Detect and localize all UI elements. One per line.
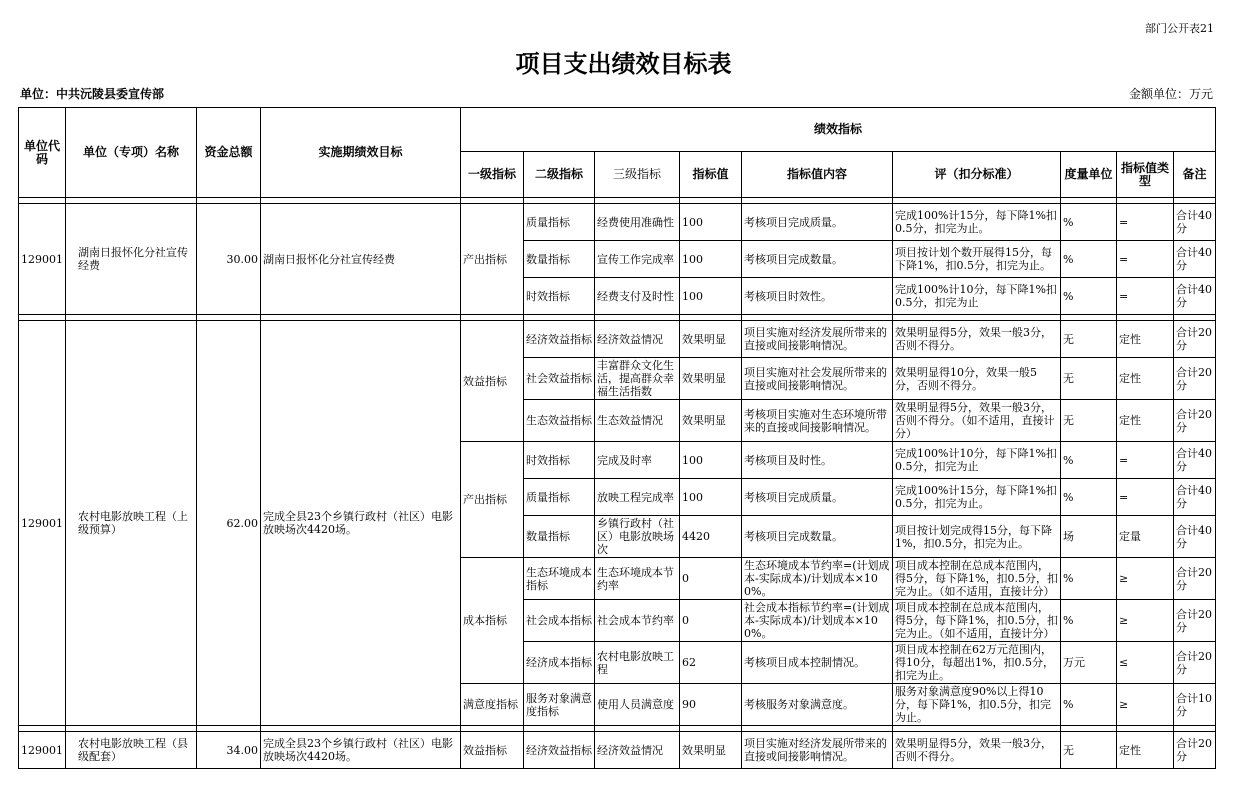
level3-indicator-cell: 放映工程完成率 bbox=[595, 479, 680, 516]
header-level3: 三级指标 bbox=[595, 152, 680, 198]
scoring-standard-cell: 效果明显得10分，效果一般5分，否则不得分。 bbox=[893, 358, 1061, 400]
measure-unit-cell: 无 bbox=[1061, 400, 1117, 442]
remark-cell: 合计40分 bbox=[1174, 241, 1216, 278]
header-value: 指标值 bbox=[680, 152, 742, 198]
level3-indicator-cell: 经费使用准确性 bbox=[595, 204, 680, 241]
table-row bbox=[19, 204, 1216, 241]
performance-table bbox=[18, 107, 1216, 769]
project-name-cell: 湖南日报怀化分社宣传经费 bbox=[66, 204, 197, 315]
level1-indicator-cell: 成本指标 bbox=[461, 558, 524, 684]
indicator-value-cell: 100 bbox=[680, 241, 742, 278]
scoring-standard-cell: 完成100%计10分，每下降1%扣0.5分，扣完为止 bbox=[893, 278, 1061, 315]
remark-cell: 合计20分 bbox=[1174, 642, 1216, 684]
indicator-value-cell: 100 bbox=[680, 278, 742, 315]
value-type-cell: = bbox=[1117, 278, 1174, 315]
project-name-cell: 农村电影放映工程（上级预算） bbox=[66, 321, 197, 726]
scoring-standard-cell: 完成100%计15分，每下降1%扣0.5分，扣完为止。 bbox=[893, 479, 1061, 516]
level2-indicator-cell: 质量指标 bbox=[524, 479, 595, 516]
level2-indicator-cell: 经济成本指标 bbox=[524, 642, 595, 684]
scoring-standard-cell: 项目成本控制在总成本范围内，得5分，每下降1%，扣0.5分，扣完为止。（如不适用，直接计分） bbox=[893, 558, 1061, 600]
indicator-value-cell: 效果明显 bbox=[680, 358, 742, 400]
indicator-content-cell: 社会成本指标节约率=(计划成本-实际成本)/计划成本×100%。 bbox=[742, 600, 893, 642]
level1-indicator-cell: 效益指标 bbox=[461, 732, 524, 769]
indicator-value-cell: 100 bbox=[680, 479, 742, 516]
level3-indicator-cell: 社会成本节约率 bbox=[595, 600, 680, 642]
indicator-value-cell: 100 bbox=[680, 204, 742, 241]
measure-unit-cell: 无 bbox=[1061, 732, 1117, 769]
remark-cell: 合计20分 bbox=[1174, 358, 1216, 400]
fund-total-cell: 30.00 bbox=[197, 204, 261, 315]
fund-total-cell: 62.00 bbox=[197, 321, 261, 726]
header-indicators: 绩效指标 bbox=[461, 108, 1216, 152]
measure-unit-cell: % bbox=[1061, 241, 1117, 278]
header-total: 资金总额 bbox=[197, 108, 261, 198]
value-type-cell: ≤ bbox=[1117, 642, 1174, 684]
indicator-content-cell: 考核项目完成数量。 bbox=[742, 241, 893, 278]
level3-indicator-cell: 经济效益情况 bbox=[595, 321, 680, 358]
value-type-cell: = bbox=[1117, 442, 1174, 479]
indicator-content-cell: 项目实施对经济发展所带来的直接或间接影响情况。 bbox=[742, 321, 893, 358]
level2-indicator-cell: 数量指标 bbox=[524, 241, 595, 278]
remark-cell: 合计40分 bbox=[1174, 479, 1216, 516]
indicator-value-cell: 效果明显 bbox=[680, 400, 742, 442]
organization-label: 单位：中共沅陵县委宣传部 bbox=[20, 87, 165, 101]
remark-cell: 合计20分 bbox=[1174, 732, 1216, 769]
level2-indicator-cell: 经济效益指标 bbox=[524, 732, 595, 769]
header-goal: 实施期绩效目标 bbox=[261, 108, 461, 198]
value-type-cell: ≥ bbox=[1117, 558, 1174, 600]
indicator-content-cell: 考核项目完成数量。 bbox=[742, 516, 893, 558]
indicator-content-cell: 考核项目成本控制情况。 bbox=[742, 642, 893, 684]
indicator-content-cell: 考核服务对象满意度。 bbox=[742, 684, 893, 726]
measure-unit-cell: 万元 bbox=[1061, 642, 1117, 684]
level3-indicator-cell: 使用人员满意度 bbox=[595, 684, 680, 726]
header-code: 单位代码 bbox=[19, 108, 66, 198]
value-type-cell: = bbox=[1117, 241, 1174, 278]
indicator-content-cell: 考核项目及时性。 bbox=[742, 442, 893, 479]
remark-cell: 合计40分 bbox=[1174, 278, 1216, 315]
indicator-value-cell: 4420 bbox=[680, 516, 742, 558]
level2-indicator-cell: 时效指标 bbox=[524, 442, 595, 479]
scoring-standard-cell: 效果明显得5分，效果一般3分，否则不得分。 bbox=[893, 321, 1061, 358]
level2-indicator-cell: 服务对象满意度指标 bbox=[524, 684, 595, 726]
measure-unit-cell: 无 bbox=[1061, 358, 1117, 400]
measure-unit-cell: % bbox=[1061, 558, 1117, 600]
level1-indicator-cell: 效益指标 bbox=[461, 321, 524, 442]
level3-indicator-cell: 农村电影放映工程 bbox=[595, 642, 680, 684]
header-name: 单位（专项）名称 bbox=[66, 108, 197, 198]
remark-cell: 合计40分 bbox=[1174, 204, 1216, 241]
level3-indicator-cell: 生态环境成本节约率 bbox=[595, 558, 680, 600]
project-name-cell: 农村电影放映工程（县级配套） bbox=[66, 732, 197, 769]
value-type-cell: 定性 bbox=[1117, 732, 1174, 769]
table-row bbox=[19, 321, 1216, 358]
scoring-standard-cell: 项目按计划个数开展得15分，每下降1%，扣0.5分，扣完为止。 bbox=[893, 241, 1061, 278]
unit-code-cell: 129001 bbox=[19, 321, 66, 726]
scoring-standard-cell: 项目成本控制在总成本范围内，得5分，每下降1%，扣0.5分，扣完为止。（如不适用，直接计分） bbox=[893, 600, 1061, 642]
level2-indicator-cell: 时效指标 bbox=[524, 278, 595, 315]
value-type-cell: = bbox=[1117, 479, 1174, 516]
measure-unit-cell: % bbox=[1061, 479, 1117, 516]
indicator-content-cell: 项目实施对社会发展所带来的直接或间接影响情况。 bbox=[742, 358, 893, 400]
indicator-content-cell: 考核项目完成质量。 bbox=[742, 479, 893, 516]
header-level1: 一级指标 bbox=[461, 152, 524, 198]
table-body bbox=[19, 198, 1216, 769]
level2-indicator-cell: 社会效益指标 bbox=[524, 358, 595, 400]
level2-indicator-cell: 数量指标 bbox=[524, 516, 595, 558]
fund-total-cell: 34.00 bbox=[197, 732, 261, 769]
measure-unit-cell: % bbox=[1061, 278, 1117, 315]
level2-indicator-cell: 质量指标 bbox=[524, 204, 595, 241]
remark-cell: 合计40分 bbox=[1174, 516, 1216, 558]
scoring-standard-cell: 完成100%计15分，每下降1%扣0.5分，扣完为止。 bbox=[893, 204, 1061, 241]
level3-indicator-cell: 宣传工作完成率 bbox=[595, 241, 680, 278]
header-remark: 备注 bbox=[1174, 152, 1216, 198]
amount-unit-label: 金额单位：万元 bbox=[1128, 87, 1213, 101]
level3-indicator-cell: 经济效益情况 bbox=[595, 732, 680, 769]
table-row bbox=[19, 732, 1216, 769]
indicator-content-cell: 考核项目实施对生态环境所带来的直接或间接影响情况。 bbox=[742, 400, 893, 442]
level3-indicator-cell: 经费支付及时性 bbox=[595, 278, 680, 315]
header-level2: 二级指标 bbox=[524, 152, 595, 198]
indicator-content-cell: 生态环境成本节约率=(计划成本-实际成本)/计划成本×100%。 bbox=[742, 558, 893, 600]
header-content: 指标值内容 bbox=[742, 152, 893, 198]
remark-cell: 合计20分 bbox=[1174, 558, 1216, 600]
header-value-type: 指标值类型 bbox=[1117, 152, 1174, 198]
value-type-cell: ≥ bbox=[1117, 684, 1174, 726]
indicator-content-cell: 考核项目时效性。 bbox=[742, 278, 893, 315]
indicator-content-cell: 项目实施对经济发展所带来的直接或间接影响情况。 bbox=[742, 732, 893, 769]
indicator-value-cell: 效果明显 bbox=[680, 732, 742, 769]
level2-indicator-cell: 社会成本指标 bbox=[524, 600, 595, 642]
measure-unit-cell: % bbox=[1061, 204, 1117, 241]
unit-code-cell: 129001 bbox=[19, 204, 66, 315]
level1-indicator-cell: 产出指标 bbox=[461, 442, 524, 558]
level3-indicator-cell: 乡镇行政村（社区）电影放映场次 bbox=[595, 516, 680, 558]
measure-unit-cell: 无 bbox=[1061, 321, 1117, 358]
page-title: 项目支出绩效目标表 bbox=[515, 50, 732, 78]
header-measure-unit: 度量单位 bbox=[1061, 152, 1117, 198]
goal-cell: 完成全县23个乡镇行政村（社区）电影放映场次4420场。 bbox=[261, 321, 461, 726]
level3-indicator-cell: 丰富群众文化生活，提高群众幸福生活指数 bbox=[595, 358, 680, 400]
scoring-standard-cell: 项目按计划完成得15分，每下降1%，扣0.5分，扣完为止。 bbox=[893, 516, 1061, 558]
level3-indicator-cell: 完成及时率 bbox=[595, 442, 680, 479]
remark-cell: 合计10分 bbox=[1174, 684, 1216, 726]
indicator-value-cell: 0 bbox=[680, 600, 742, 642]
value-type-cell: 定量 bbox=[1117, 516, 1174, 558]
level3-indicator-cell: 生态效益情况 bbox=[595, 400, 680, 442]
scoring-standard-cell: 项目成本控制在62万元范围内，得10分，每超出1%，扣0.5分，扣完为止。 bbox=[893, 642, 1061, 684]
value-type-cell: 定性 bbox=[1117, 400, 1174, 442]
level2-indicator-cell: 经济效益指标 bbox=[524, 321, 595, 358]
scoring-standard-cell: 完成100%计10分，每下降1%扣0.5分，扣完为止 bbox=[893, 442, 1061, 479]
value-type-cell: ≥ bbox=[1117, 600, 1174, 642]
indicator-value-cell: 效果明显 bbox=[680, 321, 742, 358]
level1-indicator-cell: 满意度指标 bbox=[461, 684, 524, 726]
value-type-cell: 定性 bbox=[1117, 321, 1174, 358]
measure-unit-cell: % bbox=[1061, 600, 1117, 642]
value-type-cell: 定性 bbox=[1117, 358, 1174, 400]
goal-cell: 完成全县23个乡镇行政村（社区）电影放映场次4420场。 bbox=[261, 732, 461, 769]
indicator-value-cell: 0 bbox=[680, 558, 742, 600]
goal-cell: 湖南日报怀化分社宣传经费 bbox=[261, 204, 461, 315]
measure-unit-cell: 场 bbox=[1061, 516, 1117, 558]
remark-cell: 合计20分 bbox=[1174, 600, 1216, 642]
remark-cell: 合计20分 bbox=[1174, 400, 1216, 442]
indicator-value-cell: 90 bbox=[680, 684, 742, 726]
scoring-standard-cell: 效果明显得5分，效果一般3分，否则不得分。 bbox=[893, 732, 1061, 769]
remark-cell: 合计40分 bbox=[1174, 442, 1216, 479]
table-number-label: 部门公开表21 bbox=[1145, 22, 1214, 35]
scoring-standard-cell: 服务对象满意度90%以上得10分，每下降1%，扣0.5分，扣完为止。 bbox=[893, 684, 1061, 726]
level2-indicator-cell: 生态环境成本指标 bbox=[524, 558, 595, 600]
indicator-value-cell: 62 bbox=[680, 642, 742, 684]
remark-cell: 合计20分 bbox=[1174, 321, 1216, 358]
unit-code-cell: 129001 bbox=[19, 732, 66, 769]
indicator-value-cell: 100 bbox=[680, 442, 742, 479]
level2-indicator-cell: 生态效益指标 bbox=[524, 400, 595, 442]
scoring-standard-cell: 效果明显得5分，效果一般3分，否则不得分。（如不适用，直接计分） bbox=[893, 400, 1061, 442]
header-standard: 评（扣分标准） bbox=[893, 152, 1061, 198]
indicator-content-cell: 考核项目完成质量。 bbox=[742, 204, 893, 241]
value-type-cell: = bbox=[1117, 204, 1174, 241]
measure-unit-cell: % bbox=[1061, 442, 1117, 479]
measure-unit-cell: % bbox=[1061, 684, 1117, 726]
level1-indicator-cell: 产出指标 bbox=[461, 204, 524, 315]
